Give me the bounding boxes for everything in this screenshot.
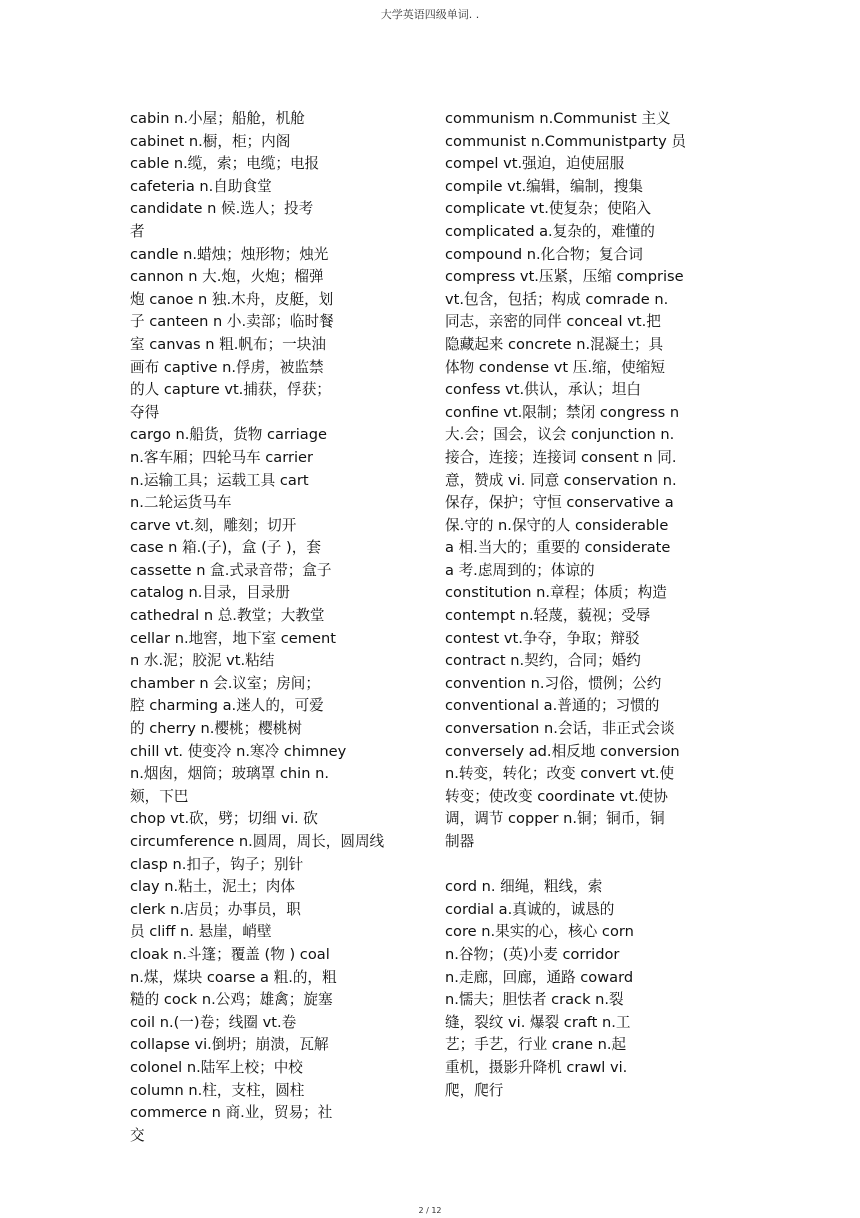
vocab-line: cargo n.船货，货物 carriage: [130, 426, 327, 444]
vocab-line: cannon n 大.炮，火炮；榴弹: [130, 268, 324, 286]
vocab-line: n.客车厢；四轮马车 carrier: [130, 448, 314, 466]
vocab-line: 转变；使改变 coordinate vt.使协: [445, 787, 668, 805]
vocab-line: 腔 charming a.迷人的，可爱: [130, 697, 324, 715]
vocab-line: n.二轮运货马车: [130, 494, 232, 512]
vocab-line: conversely ad.相反地 conversion: [445, 742, 680, 760]
vocab-line: communist n.Communistparty 员: [445, 132, 687, 150]
vocab-line: constitution n.章程；体质；构造: [445, 584, 667, 602]
vocab-line: a 相.当大的；重要的 considerate: [445, 539, 671, 557]
vocab-line: cordial a.真诚的，诚恳的: [445, 900, 615, 918]
vocab-line: n.煤，煤块 coarse a 粗.的，粗: [130, 968, 337, 986]
vocab-line: 子 canteen n 小.卖部；临时餐: [130, 313, 334, 331]
vocab-line: chill vt. 使变冷 n.寒冷 chimney: [130, 742, 347, 760]
vocab-line: candidate n 候.选人；投考: [130, 200, 314, 218]
vocab-line: candle n.蜡烛；烛形物；烛光: [130, 245, 329, 263]
vocab-line: n.运输工具；运载工具 cart: [130, 471, 309, 489]
vocab-line: compress vt.压紧，压缩 comprise: [445, 268, 684, 286]
vocab-line: collapse vi.倒坍；崩溃，瓦解: [130, 1036, 329, 1054]
vocab-line: n 水.泥；胶泥 vt.粘结: [130, 652, 275, 670]
vocab-line: clerk n.店员；办事员，职: [130, 900, 301, 918]
vocab-line: 员 cliff n. 悬崖，峭壁: [130, 923, 272, 941]
vocab-line: conversation n.会话，非正式会谈: [445, 720, 675, 738]
vocab-line: case n 箱.(子)，盒 (子 )，套: [130, 539, 321, 557]
vocab-line: chamber n 会.议室；房间；: [130, 674, 320, 692]
vocab-line: 保存，保护；守恒 conservative a: [445, 494, 674, 512]
vocab-line: 调，调节 copper n.铜；铜币，铜: [445, 810, 665, 828]
vocab-line: cafeteria n.自助食堂: [130, 177, 272, 195]
vocab-line: coil n.(一)卷；线圈 vt.卷: [130, 1013, 297, 1031]
vocab-line: n.走廊，回廊，通路 coward: [445, 968, 634, 986]
vocab-line: conventional a.普通的；习惯的: [445, 697, 660, 715]
vocab-line: cabinet n.橱，柜；内阁: [130, 132, 291, 150]
vocab-line: vt.包含，包括；构成 comrade n.: [445, 290, 669, 308]
vocab-line: [445, 854, 695, 877]
vocab-line: cathedral n 总.教堂；大教堂: [130, 607, 325, 625]
vocab-line: 糙的 cock n.公鸡；雄禽；旋塞: [130, 991, 333, 1009]
vocab-line: column n.柱，支柱，圆柱: [130, 1081, 305, 1099]
vocab-line: contest vt.争夺，争取；辩驳: [445, 629, 640, 647]
vocab-line: n.转变，转化；改变 convert vt.使: [445, 765, 675, 783]
vocab-line: clasp n.扣子，钩子；别针: [130, 855, 304, 873]
vocab-line: compile vt.编辑，编制，搜集: [445, 177, 643, 195]
vocab-line: carve vt.刻，雕刻；切开: [130, 516, 297, 534]
vocab-line: cable n.缆，索；电缆；电报: [130, 155, 320, 173]
left-column: [130, 108, 400, 1147]
vocab-line: cassette n 盒.式录音带；盒子: [130, 561, 332, 579]
vocab-line: contract n.契约，合同；婚约: [445, 652, 641, 670]
vocab-line: 颏，下巴: [130, 787, 189, 805]
vocab-line: confine vt.限制；禁闭 congress n: [445, 403, 680, 421]
vocab-line: catalog n.目录，目录册: [130, 584, 290, 602]
page-number: 2 / 12: [418, 1206, 442, 1215]
vocab-line: commerce n 商.业，贸易；社: [130, 1104, 333, 1122]
vocab-line: 意，赞成 vi. 同意 conservation n.: [445, 471, 677, 489]
vocab-line: 室 canvas n 粗.帆布；一块油: [130, 335, 326, 353]
vocab-line: 缝，裂纹 vi. 爆裂 craft n.工: [445, 1013, 631, 1031]
vocab-line: convention n.习俗，惯例；公约: [445, 674, 662, 692]
vocab-line: 艺；手艺，行业 crane n.起: [445, 1036, 627, 1054]
right-column: [445, 108, 695, 1102]
vocab-line: chop vt.砍，劈；切细 vi. 砍: [130, 810, 318, 828]
vocab-line: 隐藏起来 concrete n.混凝土；具: [445, 335, 664, 353]
vocab-line: n.谷物；(英)小麦 corridor: [445, 945, 620, 963]
vocab-line: 重机，摄影升降机 crawl vi.: [445, 1058, 628, 1076]
vocab-line: confess vt.供认，承认；坦白: [445, 381, 641, 399]
page-header: 大学英语四级单词. .: [380, 8, 480, 21]
vocab-line: n.烟囱，烟筒；玻璃罩 chin n.: [130, 765, 329, 783]
vocab-line: 夺得: [130, 403, 160, 421]
vocab-line: 交: [130, 1126, 145, 1144]
vocab-line: 大.会；国会，议会 conjunction n.: [445, 426, 675, 444]
vocab-line: clay n.粘土，泥土；肉体: [130, 878, 295, 896]
vocab-line: complicate vt.使复杂；使陷入: [445, 200, 652, 218]
vocab-line: compound n.化合物；复合词: [445, 245, 643, 263]
vocab-line: communism n.Communist 主义: [445, 110, 671, 127]
vocab-line: n.懦夫；胆怯者 crack n.裂: [445, 991, 624, 1009]
vocab-line: complicated a.复杂的，难懂的: [445, 222, 655, 240]
vocab-line: core n.果实的心，核心 corn: [445, 923, 634, 941]
vocab-line: 的 cherry n.樱桃；樱桃树: [130, 720, 302, 738]
vocab-line: 画布 captive n.俘虏，被监禁: [130, 358, 324, 376]
vocab-line: 接合，连接；连接词 consent n 同.: [445, 448, 677, 466]
vocab-line: cloak n.斗篷；覆盖 (物 ) coal: [130, 945, 330, 963]
vocab-line: cord n. 细绳，粗线，索: [445, 878, 603, 896]
vocab-line: 同志，亲密的同伴 conceal vt.把: [445, 313, 661, 331]
vocab-line: colonel n.陆军上校；中校: [130, 1058, 303, 1076]
vocab-line: 保.守的 n.保守的人 considerable: [445, 516, 669, 534]
vocab-line: a 考.虑周到的；体谅的: [445, 561, 595, 579]
vocab-line: cellar n.地窖，地下室 cement: [130, 629, 336, 647]
vocab-line: compel vt.强迫，迫使屈服: [445, 155, 625, 173]
vocab-line: 的人 capture vt.捕获，俘获；: [130, 381, 331, 399]
vocab-line: 炮 canoe n 独.木舟，皮艇，划: [130, 290, 334, 308]
vocab-line: 爬，爬行: [445, 1081, 504, 1099]
vocab-line: contempt n.轻蔑，藐视；受辱: [445, 607, 651, 625]
vocab-line: cabin n.小屋；船舱，机舱: [130, 110, 305, 127]
vocab-line: 者: [130, 222, 145, 240]
vocab-line: 制器: [445, 833, 475, 850]
vocab-line: circumference n.圆周，周长，圆周线: [130, 833, 385, 850]
vocab-line: 体物 condense vt 压.缩，使缩短: [445, 358, 665, 376]
